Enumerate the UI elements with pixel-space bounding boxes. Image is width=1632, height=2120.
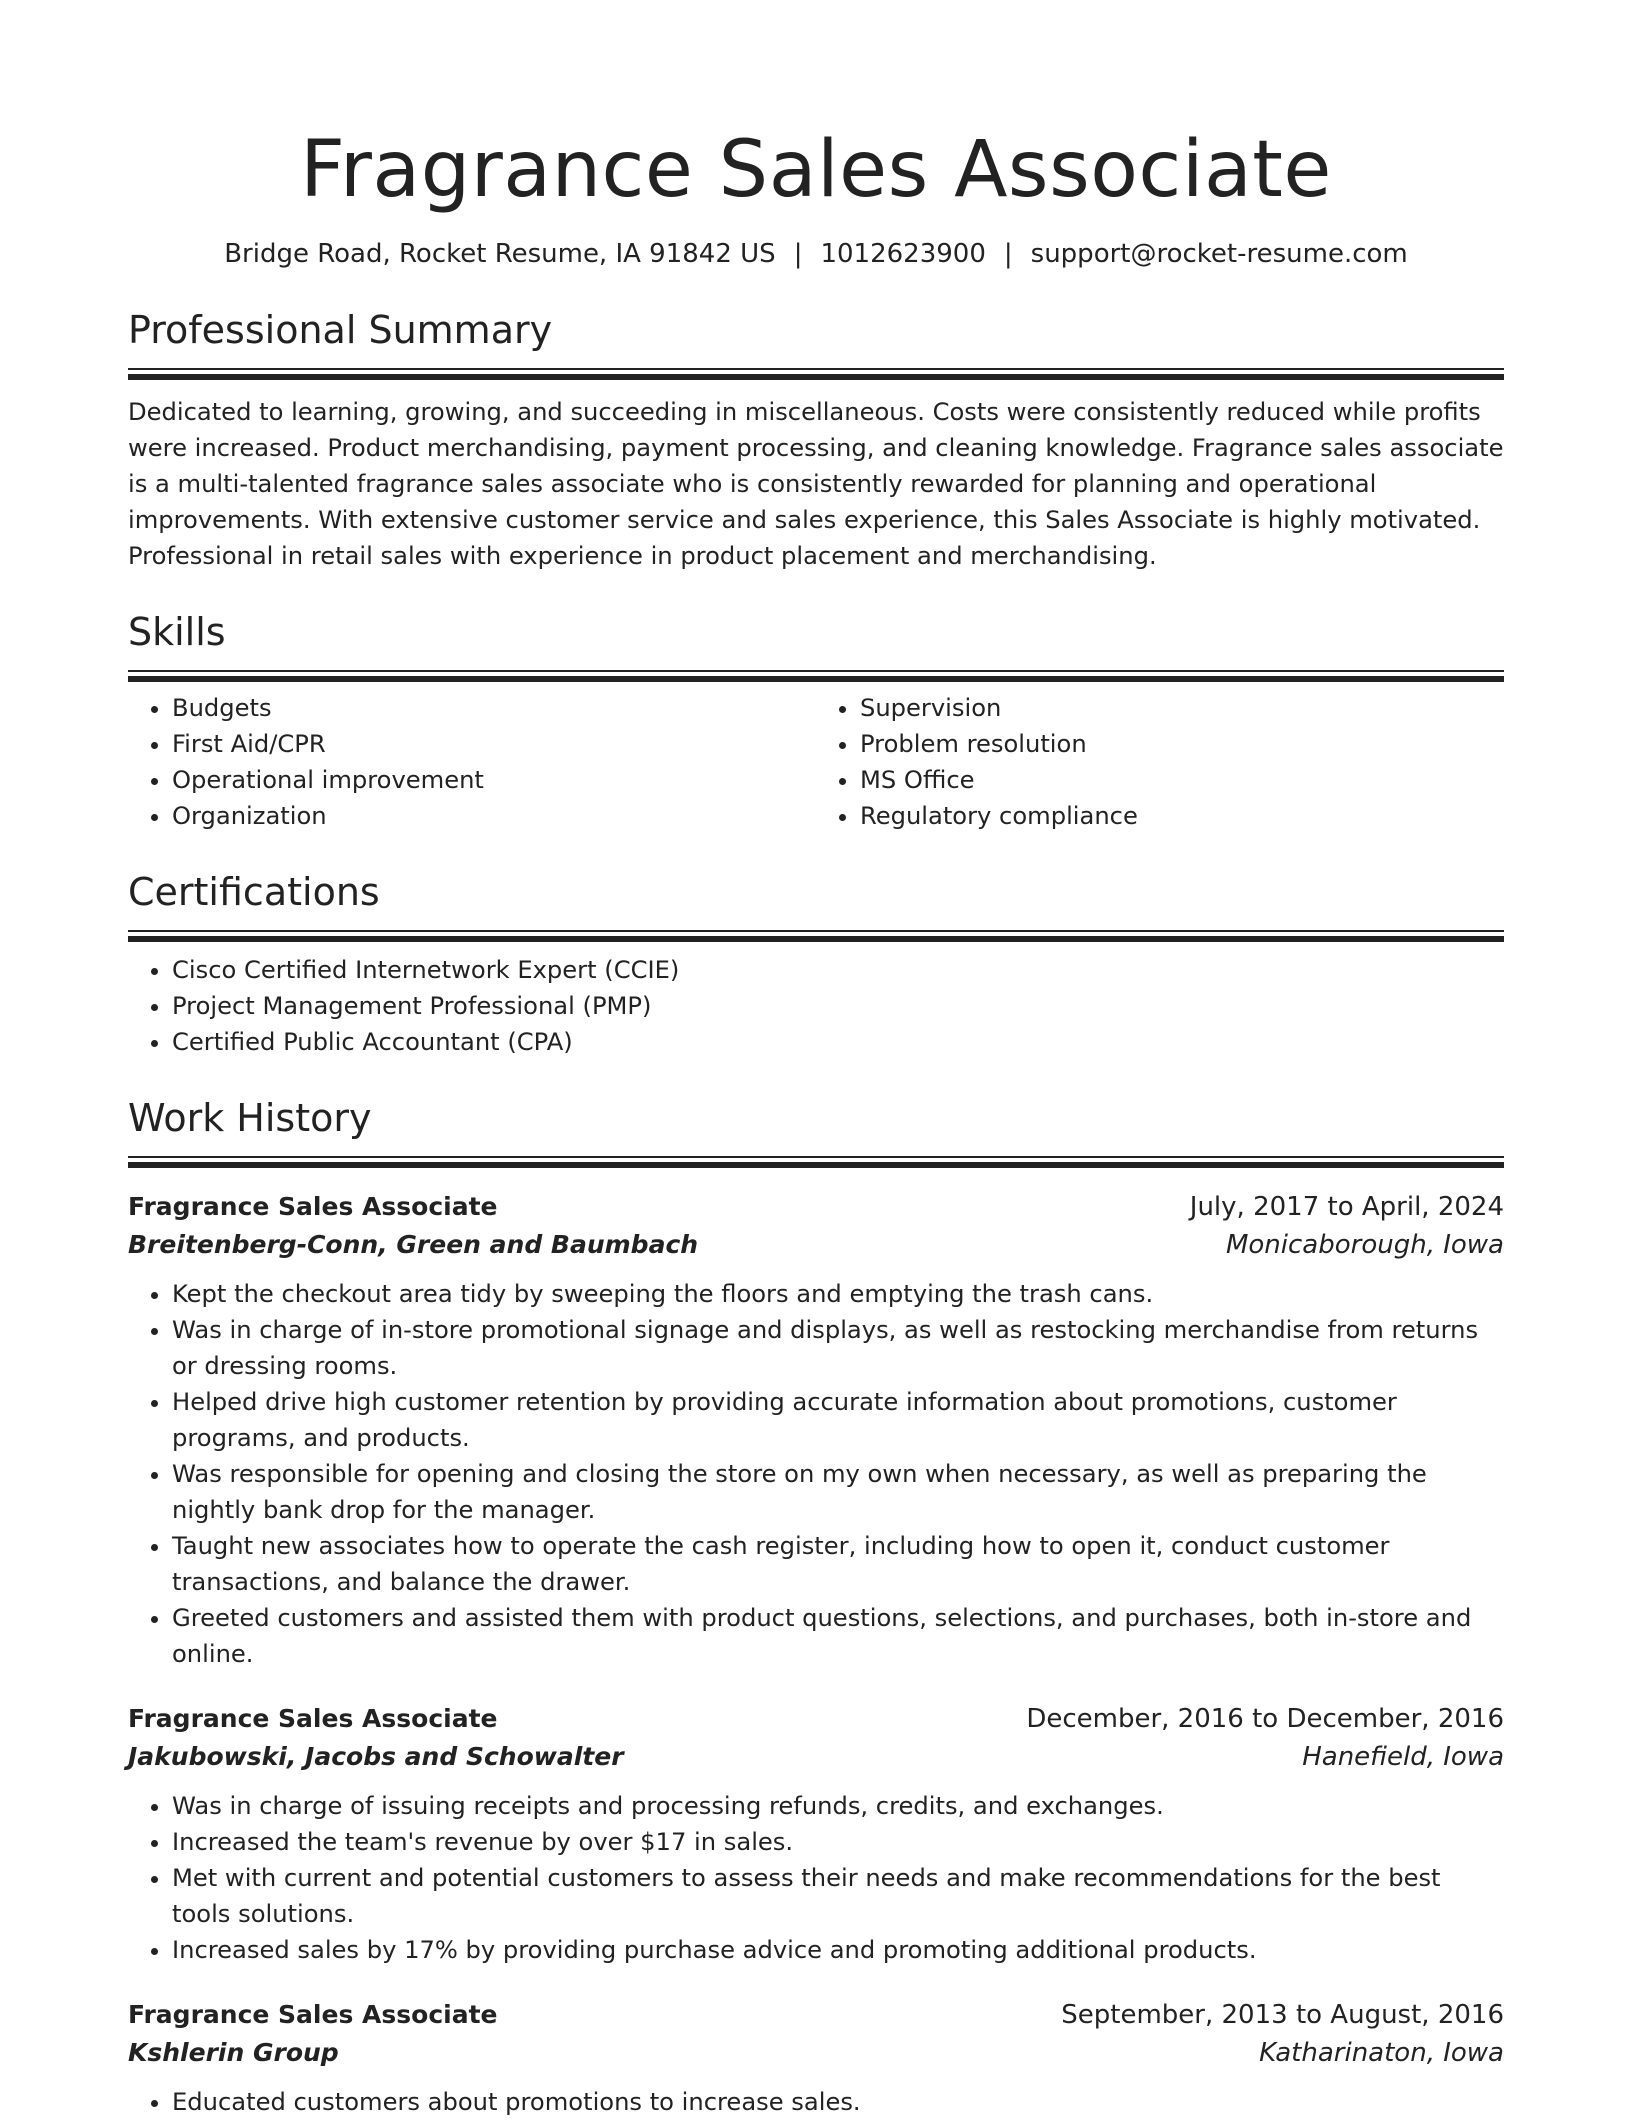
job-company: Jakubowski, Jacobs and Schowalter — [128, 1742, 624, 1771]
contact-phone: 1012623900 — [820, 239, 986, 269]
skill-item: • Budgets — [172, 690, 816, 726]
job-location: Monicaborough, Iowa — [1225, 1230, 1504, 1260]
job-bullet: • Kept the checkout area tidy by sweeping the floors and emptying the trash cans. — [172, 1276, 1504, 1312]
job-entry — [128, 1188, 1504, 1672]
job-bullet: • Met with current and potential customers to assess their needs and make recommendations for the best tools solutions. — [172, 1860, 1504, 1932]
certification-item: • Project Management Professional (PMP) — [172, 988, 1504, 1024]
job-bullet: • Educated customers about promotions to increase sales. — [172, 2084, 1504, 2120]
skills-section — [128, 608, 1504, 834]
job-company: Breitenberg-Conn, Green and Baumbach — [128, 1230, 699, 1259]
job-bullet: • Was in charge of in-store promotional signage and displays, as well as restocking merchandise from returns or dressing rooms. — [172, 1312, 1504, 1384]
skill-item: • First Aid/CPR — [172, 726, 816, 762]
certification-item: • Certified Public Accountant (CPA) — [172, 1024, 1504, 1060]
job-title: Fragrance Sales Associate — [128, 2000, 498, 2029]
job-bullets — [128, 2084, 1504, 2120]
job-bullet: • Was responsible for opening and closing the store on my own when necessary, as well as preparing the nightly bank drop for the manager. — [172, 1456, 1504, 1528]
job-entry — [128, 1996, 1504, 2120]
job-entry — [128, 1700, 1504, 1968]
certifications-list — [128, 952, 1504, 1060]
skill-item: • Problem resolution — [860, 726, 1504, 762]
job-title: Fragrance Sales Associate — [128, 1704, 498, 1733]
job-header-row — [128, 1700, 1504, 1738]
skill-item: • Operational improvement — [172, 762, 816, 798]
job-bullet: • Was in charge of issuing receipts and processing refunds, credits, and exchanges. — [172, 1788, 1504, 1824]
job-company-row — [128, 1226, 1504, 1264]
section-divider — [128, 670, 1504, 682]
job-header-row — [128, 1996, 1504, 2034]
job-dates: December, 2016 to December, 2016 — [1026, 1704, 1504, 1734]
section-title-skills: Skills — [128, 610, 226, 654]
skill-item: • Organization — [172, 798, 816, 834]
section-divider — [128, 368, 1504, 380]
job-location: Hanefield, Iowa — [1302, 1742, 1504, 1772]
contact-line — [128, 236, 1504, 272]
section-title-work-history: Work History — [128, 1096, 372, 1140]
job-bullets — [128, 1788, 1504, 1968]
job-company-row — [128, 1738, 1504, 1776]
job-header-row — [128, 1188, 1504, 1226]
job-bullet: • Increased sales by 17% by providing purchase advice and promoting additional products. — [172, 1932, 1504, 1968]
contact-address: Bridge Road, Rocket Resume, IA 91842 US — [224, 239, 776, 269]
skills-list-left — [128, 690, 816, 834]
section-divider — [128, 930, 1504, 942]
job-bullet: • Taught new associates how to operate the cash register, including how to open it, conduct customer transactions, and balance the drawer. — [172, 1528, 1504, 1600]
contact-email: support@rocket-resume.com — [1030, 239, 1408, 269]
job-location: Katharinaton, Iowa — [1259, 2038, 1504, 2068]
resume-name: Fragrance Sales Associate — [300, 125, 1332, 215]
job-bullet: • Greeted customers and assisted them with product questions, selections, and purchases, both in-store and online. — [172, 1600, 1504, 1672]
skills-grid — [128, 690, 1504, 834]
job-company: Kshlerin Group — [128, 2038, 339, 2067]
work-history-section — [128, 1094, 1504, 2120]
job-dates: July, 2017 to April, 2024 — [1189, 1192, 1504, 1222]
section-divider — [128, 1156, 1504, 1168]
summary-text: Dedicated to learning, growing, and succeeding in miscellaneous. Costs were consistently reduced while profits were increased. Product merchandising, payment processing, and cleaning knowledge. Fragrance sales associate is a multi-talented fragrance sales associate who is consistently rewarded for planning and operational improvements. With extensive customer service and sales experience, this Sales Associate is highly motivated. Professional in retail sales with experience in product placement and merchandising. — [128, 398, 1504, 570]
section-title-certifications: Certifications — [128, 870, 380, 914]
job-dates: September, 2013 to August, 2016 — [1061, 2000, 1504, 2030]
certifications-section — [128, 868, 1504, 1060]
job-company-row — [128, 2034, 1504, 2072]
section-title-summary: Professional Summary — [128, 308, 553, 352]
job-bullet: • Increased the team's revenue by over $17 in sales. — [172, 1824, 1504, 1860]
contact-separator: | — [1003, 239, 1013, 269]
skill-item: • MS Office — [860, 762, 1504, 798]
job-bullets — [128, 1276, 1504, 1672]
skill-item: • Regulatory compliance — [860, 798, 1504, 834]
summary-section — [128, 306, 1504, 574]
job-bullet: • Helped drive high customer retention by providing accurate information about promotions, customer programs, and products. — [172, 1384, 1504, 1456]
certification-item: • Cisco Certified Internetwork Expert (CCIE) — [172, 952, 1504, 988]
contact-separator: | — [793, 239, 803, 269]
skill-item: • Supervision — [860, 690, 1504, 726]
job-title: Fragrance Sales Associate — [128, 1192, 498, 1221]
skills-list-right — [816, 690, 1504, 834]
